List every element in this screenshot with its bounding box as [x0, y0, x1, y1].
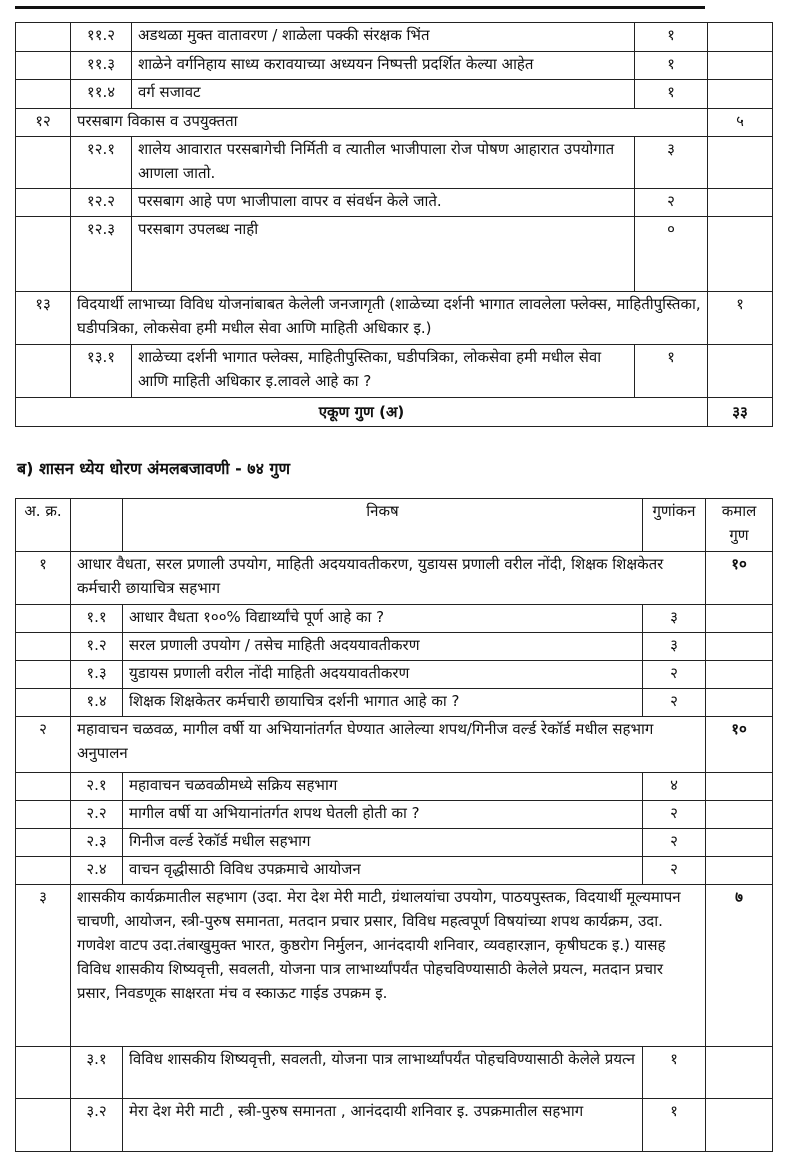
table-row-main: [16, 292, 773, 345]
sub-number: १२.२: [71, 189, 132, 217]
sub-number: २.२: [71, 801, 123, 829]
criterion-text: शालेय आवारात परसबागेची निर्मिती व त्यातील भाजीपाला रोज पोषण आहारात उपयोगात आणला जातो.: [132, 137, 635, 189]
score-cell: १: [635, 80, 708, 109]
criterion-text: युडायस प्रणाली वरील नोंदी माहिती अदययावतीकरण: [123, 661, 643, 689]
item-number: १२: [16, 109, 71, 137]
criterion-text: मेरा देश मेरी माटी , स्त्री-पुरुष समानता , आनंददायी शनिवार इ. उपक्रमातील सहभाग: [123, 1099, 643, 1152]
sub-number: २.१: [71, 773, 123, 801]
criterion-text: गिनीज वर्ल्ड रेकॉर्ड मधील सहभाग: [123, 829, 643, 857]
top-rule: [15, 6, 705, 9]
max-score: १०: [706, 552, 773, 605]
criterion-text: शाळेच्या दर्शनी भागात फ्लेक्स, माहितीपुस्तिका, घडीपत्रिका, लोकसेवा हमी मधील सेवा आणि माहिती अधिकार इ.लावले आहे का ?: [132, 345, 635, 398]
column-header-max: कमाल गुण: [706, 499, 773, 552]
sub-number: १.२: [71, 633, 123, 661]
sub-number: १.३: [71, 661, 123, 689]
table-row: [16, 137, 773, 189]
max-score: ७: [706, 885, 773, 1047]
sub-number: ३.२: [71, 1099, 123, 1152]
score-cell: ३: [635, 137, 708, 189]
criterion-text: सरल प्रणाली उपयोग / तसेच माहिती अदययावतीकरण: [123, 633, 643, 661]
table-row: [16, 605, 773, 633]
score-cell: २: [643, 857, 706, 885]
item-text: परसबाग विकास व उपयुक्तता: [71, 109, 708, 137]
total-row: [16, 398, 773, 427]
criterion-text: परसबाग उपलब्ध नाही: [132, 217, 635, 292]
score-cell: २: [643, 689, 706, 717]
item-number: १३: [16, 292, 71, 345]
item-text: महावाचन चळवळ, मागील वर्षी या अभियानांतर्गत घेण्यात आलेल्या शपथ/गिनीज वर्ल्ड रेकॉर्ड मधील सहभाग अनुपालन: [71, 717, 706, 773]
criterion-text: वर्ग सजावट: [132, 80, 635, 109]
sub-number: २.४: [71, 857, 123, 885]
table-row: [16, 80, 773, 109]
sub-number: १२.१: [71, 137, 132, 189]
table-row: [16, 801, 773, 829]
max-score: ५: [708, 109, 773, 137]
evaluation-table-a: [15, 22, 773, 427]
score-cell: ०: [635, 217, 708, 292]
item-text: आधार वैधता, सरल प्रणाली उपयोग, माहिती अदययावतीकरण, युडायस प्रणाली वरील नोंदी, शिक्षक शिक्षकेतर कर्मचारी छायाचित्र सहभाग: [71, 552, 706, 605]
sub-number: २.३: [71, 829, 123, 857]
item-number: ३: [16, 885, 71, 1047]
table-row: [16, 773, 773, 801]
criterion-text: शिक्षक शिक्षकेतर कर्मचारी छायाचित्र दर्शनी भागात आहे का ?: [123, 689, 643, 717]
table-row: [16, 1099, 773, 1152]
item-text: विदयार्थी लाभाच्या विविध योजनांबाबत केलेली जनजागृती (शाळेच्या दर्शनी भागात लावलेला फ्लेक्स, माहितीपुस्तिका, घडीपत्रिका, लोकसेवा हमी मधील सेवा आणि माहिती अधिकार इ.): [71, 292, 708, 345]
criterion-text: आधार वैधता १००% विद्यार्थ्यांचे पूर्ण आहे का ?: [123, 605, 643, 633]
criterion-text: महावाचन चळवळीमध्ये सक्रिय सहभाग: [123, 773, 643, 801]
table-row: [16, 217, 773, 292]
table-row-main: [16, 885, 773, 1047]
sub-number: ११.४: [71, 80, 132, 109]
table-row: [16, 661, 773, 689]
criterion-text: शाळेने वर्गनिहाय साध्य करावयाच्या अध्ययन निष्पत्ती प्रदर्शित केल्या आहेत: [132, 52, 635, 80]
criterion-text: अडथळा मुक्त वातावरण / शाळेला पक्की संरक्षक भिंत: [132, 23, 635, 52]
sub-number: १२.३: [71, 217, 132, 292]
score-cell: १: [643, 1099, 706, 1152]
total-label: एकूण गुण (अ): [16, 398, 708, 427]
table-row: [16, 189, 773, 217]
max-score: १: [708, 292, 773, 345]
score-cell: ३: [643, 633, 706, 661]
table-row: [16, 689, 773, 717]
criterion-text: मागील वर्षी या अभियानांतर्गत शपथ घेतली होती का ?: [123, 801, 643, 829]
score-cell: ३: [643, 605, 706, 633]
column-header-score: गुणांकन: [643, 499, 706, 552]
table-row: [16, 345, 773, 398]
column-header-number: अ. क्र.: [16, 499, 71, 552]
criterion-text: परसबाग आहे पण भाजीपाला वापर व संवर्धन केले जाते.: [132, 189, 635, 217]
section-b-heading: ब) शासन ध्येय धोरण अंमलबजावणी - ७४ गुण: [17, 459, 291, 478]
table-row: [16, 857, 773, 885]
table-row-main: [16, 717, 773, 773]
table-row: [16, 829, 773, 857]
table-row: [16, 52, 773, 80]
sub-number: १३.१: [71, 345, 132, 398]
score-cell: २: [643, 801, 706, 829]
score-cell: १: [643, 1047, 706, 1099]
criterion-text: विविध शासकीय शिष्यवृत्ती, सवलती, योजना पात्र लाभार्थ्यांपर्यंत पोहचविण्यासाठी केलेले प्रयत्न: [123, 1047, 643, 1099]
score-cell: १: [635, 52, 708, 80]
score-cell: २: [643, 661, 706, 689]
sub-number: ३.१: [71, 1047, 123, 1099]
score-cell: २: [643, 829, 706, 857]
evaluation-table-b: [15, 498, 773, 1152]
sub-number: १.४: [71, 689, 123, 717]
table-row: [16, 1047, 773, 1099]
item-number: १: [16, 552, 71, 605]
table-row-main: [16, 109, 773, 137]
total-value: ३३: [708, 398, 773, 427]
item-number: २: [16, 717, 71, 773]
criterion-text: वाचन वृद्धीसाठी विविध उपक्रमाचे आयोजन: [123, 857, 643, 885]
score-cell: २: [635, 189, 708, 217]
sub-number: ११.३: [71, 52, 132, 80]
score-cell: ४: [643, 773, 706, 801]
score-cell: १: [635, 345, 708, 398]
sub-number: ११.२: [71, 23, 132, 52]
sub-number: १.१: [71, 605, 123, 633]
table-row-main: [16, 552, 773, 605]
table-row: [16, 633, 773, 661]
max-score: १०: [706, 717, 773, 773]
item-text: शासकीय कार्यक्रमातील सहभाग (उदा. मेरा देश मेरी माटी, ग्रंथालयांचा उपयोग, पाठयपुस्तक, विदयार्थी मूल्यमापन चाचणी, आयोजन, स्त्री-पुरुष समानता, मतदान प्रचार प्रसार, विविध महत्वपूर्ण विषयांच्या शपथ कार्यक्रम, उदा. गणवेश वाटप उदा.तंबाखुमुक्त भारत, कुष्ठरोग निर्मुलन, आनंददायी शनिवार, व्यवहारज्ञान, कृषीघटक इ.) यासह विविध शासकीय शिष्यवृत्ती, सवलती, योजना पात्र लाभार्थ्यांपर्यंत पोहचविण्यासाठी केलेले प्रयत्न, मतदान प्रचार प्रसार, निवडणूक साक्षरता मंच व स्काऊट गाईड उपक्रम इ.: [71, 885, 706, 1047]
header-row: [16, 499, 773, 552]
column-header-criteria: निकष: [123, 499, 643, 552]
table-row: [16, 23, 773, 52]
score-cell: १: [635, 23, 708, 52]
